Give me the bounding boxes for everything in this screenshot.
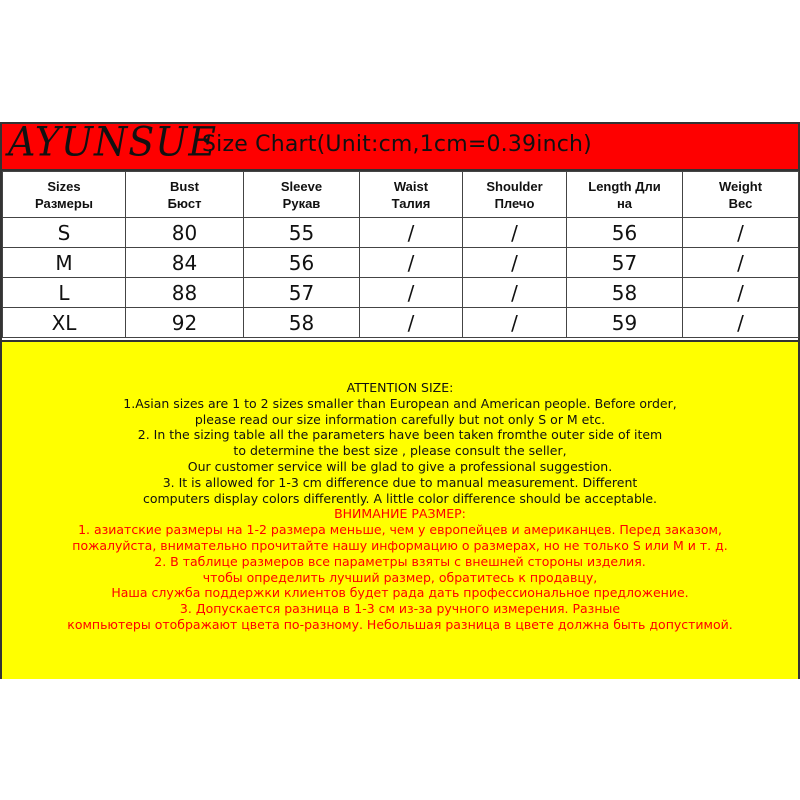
note-line-en: Our customer service will be glad to give a professional suggestion.: [187, 458, 613, 474]
table-cell: 58: [244, 308, 360, 338]
notes-text: [2, 380, 798, 633]
column-header: [244, 172, 360, 218]
table-cell: M: [3, 248, 126, 278]
column-header: [360, 172, 463, 218]
note-line-en: please read our size information carefully but not only S or M etc.: [194, 411, 606, 427]
table-cell: /: [360, 218, 463, 248]
notes-panel: [2, 340, 798, 679]
table-cell: L: [3, 278, 126, 308]
table-cell: /: [683, 248, 799, 278]
column-header-line: Бюст: [167, 195, 202, 211]
column-header-line: Размеры: [35, 195, 93, 211]
note-line-en: ATTENTION SIZE:: [346, 380, 454, 395]
column-header-line: Вес: [728, 195, 753, 211]
table-cell: /: [463, 218, 567, 248]
column-header-line: Waist: [393, 178, 429, 194]
table-cell: 84: [126, 248, 244, 278]
table-row: [3, 308, 799, 338]
table-cell: 55: [244, 218, 360, 248]
size-table: [2, 171, 799, 338]
column-header-line: Талия: [391, 195, 431, 211]
note-line-en: to determine the best size , please consult the seller,: [233, 443, 567, 459]
note-line-ru: 3. Допускается разница в 1-3 см из-за ручного измерения. Разные: [179, 601, 621, 617]
table-cell: S: [3, 218, 126, 248]
table-cell: 92: [126, 308, 244, 338]
table-cell: /: [360, 248, 463, 278]
table-row: [3, 218, 799, 248]
chart-title: Size Chart(Unit:cm,1cm=0.39inch): [202, 132, 592, 157]
column-header-line: Length Дли: [588, 178, 661, 194]
column-header-line: Sleeve: [280, 178, 323, 194]
table-cell: /: [683, 308, 799, 338]
table-cell: 57: [567, 248, 683, 278]
title-bar: [2, 118, 798, 171]
table-header-row: [3, 172, 799, 218]
column-header-line: Weight: [718, 178, 763, 194]
column-header: [126, 172, 244, 218]
table-cell: /: [463, 308, 567, 338]
column-header-line: Bust: [170, 178, 199, 194]
table-cell: /: [463, 248, 567, 278]
note-line-en: 3. It is allowed for 1-3 cm difference due to manual measurement. Different: [162, 474, 638, 490]
note-line-ru: чтобы определить лучший размер, обратитесь к продавцу,: [202, 569, 598, 585]
column-header: [683, 172, 799, 218]
note-line-ru: 1. азиатские размеры на 1-2 размера меньше, чем у европейцев и американцев. Перед заказом,: [78, 522, 722, 538]
size-chart: [0, 118, 800, 679]
table-cell: 56: [244, 248, 360, 278]
column-header: [463, 172, 567, 218]
table-cell: /: [463, 278, 567, 308]
table-cell: /: [360, 308, 463, 338]
table-cell: 56: [567, 218, 683, 248]
note-line-ru: Наша служба поддержки клиентов будет рада дать профессиональное предложение.: [111, 585, 689, 601]
table-cell: /: [683, 218, 799, 248]
column-header-line: Shoulder: [486, 178, 543, 194]
table-cell: 59: [567, 308, 683, 338]
note-line-en: 1.Asian sizes are 1 to 2 sizes smaller than European and American people. Before order,: [123, 395, 677, 411]
column-header: [3, 172, 126, 218]
note-line-ru: компьютеры отображают цвета по-разному. Небольшая разница в цвете должна быть допустимой.: [67, 616, 733, 632]
table-cell: 57: [244, 278, 360, 308]
table-row: [3, 278, 799, 308]
column-header-line: Плечо: [494, 195, 535, 211]
note-line-ru: 2. В таблице размеров все параметры взяты с внешней стороны изделия.: [154, 553, 646, 569]
table-cell: 80: [126, 218, 244, 248]
column-header-line: на: [616, 195, 633, 211]
column-header: [567, 172, 683, 218]
table-cell: /: [360, 278, 463, 308]
note-line-ru: пожалуйста, внимательно прочитайте нашу информацию о размерах, но не только S или M и т. д.: [72, 537, 728, 553]
note-line-ru: ВНИМАНИЕ РАЗМЕР:: [334, 506, 466, 522]
table-cell: 58: [567, 278, 683, 308]
table-cell: 88: [126, 278, 244, 308]
note-line-en: computers display colors differently. A little color difference should be acceptable.: [142, 490, 658, 506]
brand-logo: AYUNSUE: [8, 118, 218, 166]
column-header-line: Рукав: [282, 195, 321, 211]
table-cell: /: [683, 278, 799, 308]
column-header-line: Sizes: [47, 178, 81, 194]
table-cell: XL: [3, 308, 126, 338]
table-row: [3, 248, 799, 278]
note-line-en: 2. In the sizing table all the parameters have been taken fromthe outer side of item: [137, 427, 663, 443]
